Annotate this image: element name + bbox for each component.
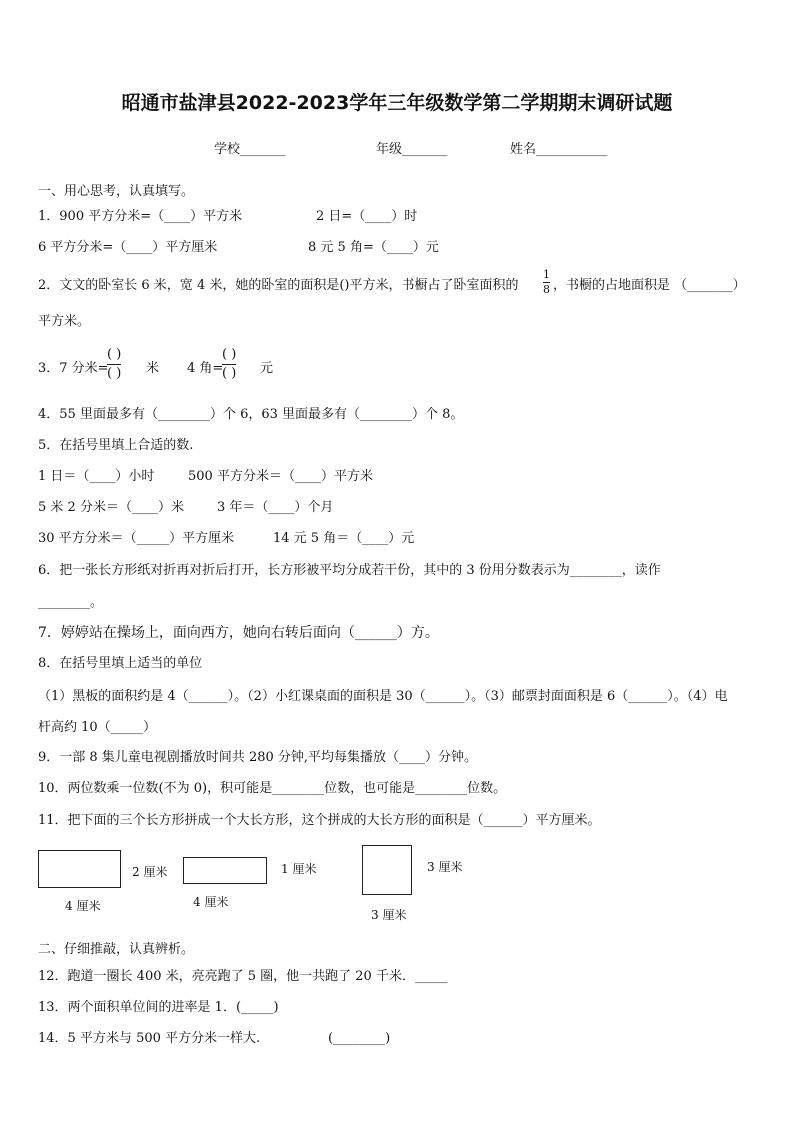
q8-text-line2: 杆高约 10（_____） [38, 720, 157, 735]
q5-part-e: 30 平方分米＝（_____）平方厘米 [38, 531, 235, 546]
q4-text: 4．55 里面最多有（________）个 6，63 里面最多有（________）个 8。 [38, 407, 464, 422]
q3-fraction-2-denominator: ( ) [222, 366, 237, 381]
q3-label: 3．7 分米= [38, 361, 109, 376]
section-2-heading: 二、仔细推敲，认真辨析。 [38, 942, 195, 957]
q2-fraction-denominator: 8 [543, 283, 550, 296]
q3-unit-2: 元 [260, 361, 274, 376]
q14-text: 14．5 平方米与 500 平方分米一样大. [38, 1031, 261, 1046]
q7-text: 7．婷婷站在操场上，面向西方，她向右转后面向（______）方。 [38, 625, 439, 641]
q3-fraction-2-numerator: ( ) [222, 347, 237, 362]
rectangle-3-height-label: 3 厘米 [427, 860, 463, 874]
grade-field: 年级_______ [376, 142, 448, 157]
q6-text: 6．把一张长方形纸对折再对折后打开，长方形被平均分成若干份，其中的 3 份用分数表示为________，读作 [38, 563, 661, 578]
q2-text-end: ，书橱的占地面积是 （_______） [553, 278, 746, 293]
q1-part-d: 8 元 5 角=（____）元 [308, 240, 439, 255]
page-title: 昭通市盐津县2022-2023学年三年级数学第二学期期末调研试题 [121, 92, 673, 114]
q5-part-a: 1 日＝（____）小时 [38, 469, 155, 484]
q2-fraction [543, 269, 550, 296]
q1-part-a: 1．900 平方分米=（____）平方米 [38, 209, 243, 224]
rectangle-1-width-label: 4 厘米 [65, 899, 101, 913]
fraction-bar [222, 364, 236, 365]
q1-part-b: 2 日=（____）时 [316, 209, 418, 224]
q5-part-b: 500 平方分米＝（____）平方米 [188, 469, 373, 484]
fraction-bar [107, 364, 121, 365]
q14-answer-blank: (________) [328, 1031, 391, 1046]
rectangle-3-width-label: 3 厘米 [371, 908, 407, 922]
q5-heading: 5．在括号里填上合适的数. [38, 438, 194, 453]
q2-text: 2．文文的卧室长 6 米，宽 4 米，她的卧室的面积是()平方米，书橱占了卧室面积的 [38, 278, 519, 293]
q3-fraction-1-numerator: ( ) [107, 347, 122, 362]
q1-part-c: 6 平方分米=（____）平方厘米 [38, 240, 218, 255]
q11-text: 11．把下面的三个长方形拼成一个大长方形，这个拼成的大长方形的面积是（______）平方厘米。 [38, 813, 601, 828]
section-1-heading: 一、用心思考，认真填写。 [38, 184, 195, 199]
q3-unit-1: 米 [146, 361, 160, 376]
name-field: 姓名___________ [510, 142, 608, 157]
q10-text: 10．两位数乘一位数(不为 0)，积可能是________位数，也可能是________位数。 [38, 781, 507, 796]
q2-text-line2: 平方米。 [38, 314, 91, 329]
q2-fraction-numerator: 1 [543, 268, 550, 281]
school-field: 学校_______ [214, 142, 286, 157]
q3-fraction-2 [222, 347, 236, 382]
rectangle-2 [183, 857, 267, 884]
q5-part-f: 14 元 5 角＝（____）元 [273, 531, 415, 546]
rectangle-1-height-label: 2 厘米 [132, 865, 168, 879]
q3-label-2: 4 角= [187, 361, 224, 376]
rectangle-3 [362, 845, 412, 895]
rectangle-2-width-label: 4 厘米 [193, 895, 229, 909]
q5-part-c: 5 米 2 分米＝（____）米 [38, 500, 184, 515]
q8-text: （1）黑板的面积约是 4（______）。（2）小红课桌面的面积是 30（______）。（3）邮票封面面积是 6（______）。（4）电 [38, 689, 728, 704]
q13-text: 13．两个面积单位间的进率是 1．(_____) [38, 1000, 279, 1015]
q9-text: 9．一部 8 集儿童电视剧播放时间共 280 分钟,平均每集播放（____）分钟。 [38, 750, 478, 765]
q12-text: 12．跑道一圈长 400 米，亮亮跑了 5 圈，他一共跑了 20 千米．_____ [38, 969, 448, 984]
q8-heading: 8．在括号里填上适当的单位 [38, 656, 203, 671]
q5-part-d: 3 年＝（____）个月 [217, 500, 334, 515]
rectangle-2-height-label: 1 厘米 [281, 862, 317, 876]
q6-text-line2: ________。 [38, 595, 104, 610]
q3-fraction-1 [107, 347, 121, 382]
q3-fraction-1-denominator: ( ) [107, 366, 122, 381]
rectangle-1 [38, 850, 121, 888]
